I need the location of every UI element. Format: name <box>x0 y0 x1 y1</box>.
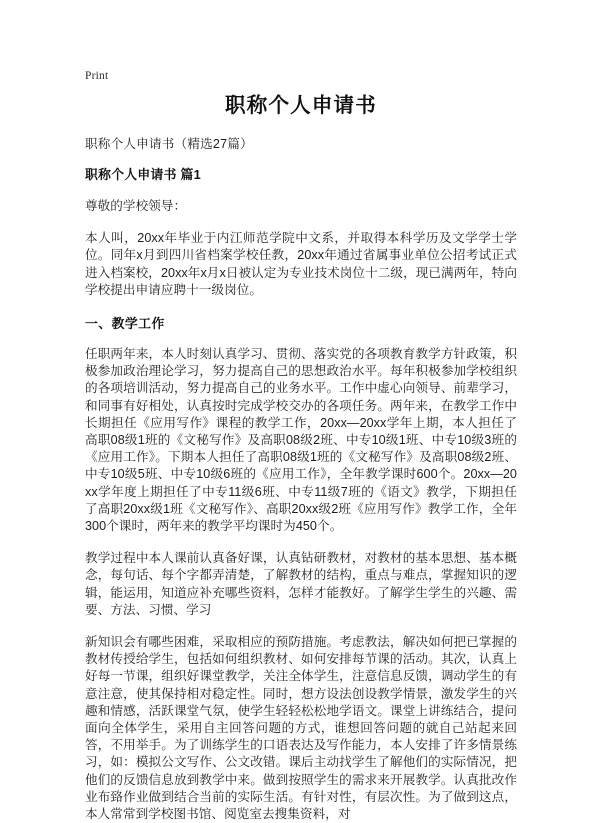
page-title: 职称个人申请书 <box>225 94 377 117</box>
intro-paragraph: 本人叫，20xx年毕业于内江师范学院中文系，并取得本科学历及文学学士学位。同年x月到四川省档案学校任教，20xx年通过省属事业单位公招考试正式进入档案校，20xx年x月x日被认定为专业技术岗位十二级，现已满两年，特向学校提出申请应聘十一级岗位。 <box>85 231 517 297</box>
print-toolbar <box>85 68 108 82</box>
collection-subtitle: 职称个人申请书（精选27篇） <box>85 137 253 151</box>
document-body <box>85 92 517 823</box>
salutation: 尊敬的学校领导： <box>85 199 187 213</box>
section-heading-teaching-work: 一、教学工作 <box>85 316 165 332</box>
section-paragraph: 新知识会有哪些困难，采取相应的预防措施。考虑教法，解决如何把已掌握的教材传授给学生，包括如何组织教材、如何安排每节课的活动。其次，认真上好每一节课，组织好课堂教学，关注全体学生，注意信息反馈，调动学生的有意注意，使其保持相对稳定性。同时，想方设法创设教学情景，激发学生的兴趣和情感，活跃课堂气氛，使学生轻轻松松地学语文。课堂上讲练结合，提问面向全体学生，采用自主回答问题的方式，谁想回答问题的就自己站起来回答，不用举手。为了训练学生的口语表达及写作能力，本人安排了许多情景练习，如：模拟公文写作、公文改错。课后主动找学生了解他们的实际情况，把他们的反馈信息放到教学中来。做到按照学生的需求来开展教学。认真批改作业布臵作业做到结合当前的实际生活。有针对性，有层次性。为了做到这点，本人常常到学校图书馆、阅览室去搜集资料，对 <box>85 635 517 822</box>
section-paragraph: 任职两年来，本人时刻认真学习、贯彻、落实党的各项教育教学方针政策，积极参加政治理论学习，努力提高自己的思想政治水平。每年积极参加学校组织的各项培训活动，努力提高自己的业务水平。工作中虚心向领导、前辈学习，和同事有好相处，认真按时完成学校交办的各项任务。两年来，在教学工作中长期担任《应用写作》课程的教学工作，20xx—20xx学年上期，本人担任了高职08级1班的《文秘写作》及高职08级2班、中专10级1班、中专10级3班的《应用工作》。下期本人担任了高职08级1班的《文秘写作》及高职08级2班、中专10级5班、中专10级6班的《应用工作》，全年教学课时600个。20xx—20xx学年度上期担任了中专11级6班、中专11级7班的《语文》教学，下期担任了高职20xx级1班《文秘写作》、高职20xx级2班《应用写作》教学工作，全年300个课时，两年来的教学平均课时为450个。 <box>85 347 517 534</box>
article-heading: 职称个人申请书 篇1 <box>85 167 202 182</box>
section-paragraph: 教学过程中本人课前认真备好课，认真钻研教材，对教材的基本思想、基本概念，每句话、每个字都弄清楚，了解教材的结构，重点与难点，掌握知识的逻辑，能运用，知道应补充哪些资料，怎样才能教好。了解学生学生的兴趣、需要、方法、习惯、学习 <box>85 551 517 617</box>
print-button[interactable]: Print <box>85 70 109 82</box>
